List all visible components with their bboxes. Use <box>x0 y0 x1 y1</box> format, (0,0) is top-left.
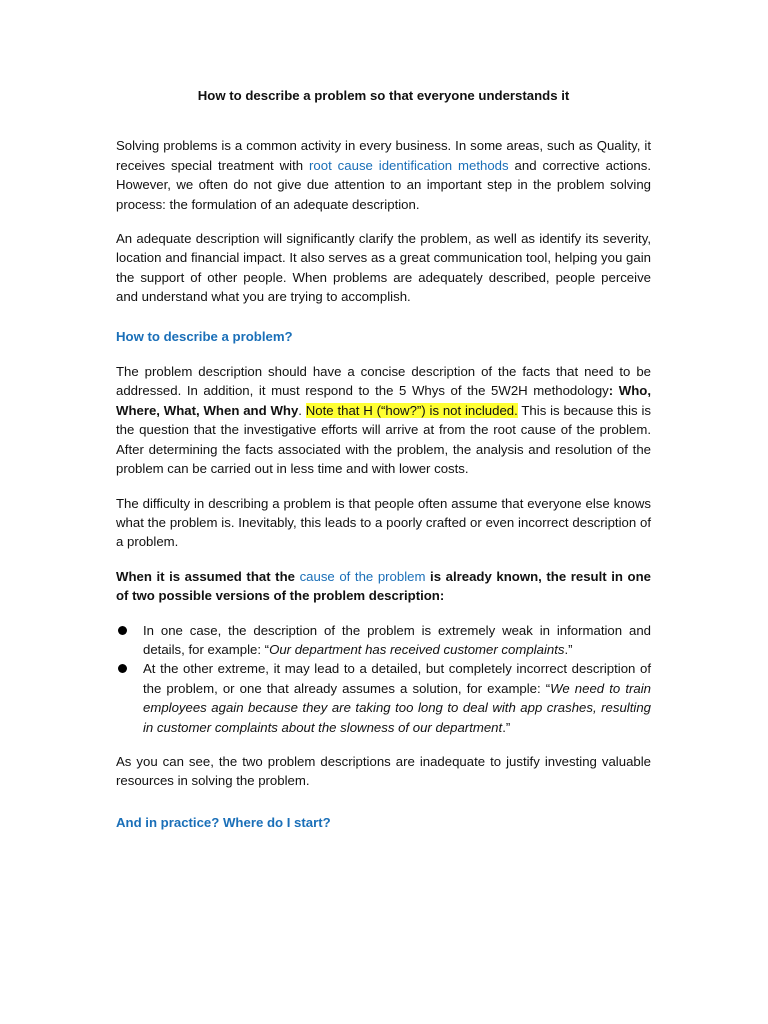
problem-description-start: The problem description should have a concise description of the facts that need to be addressed. In addition, it must respond to the 5 Whys of the 5W2H methodology <box>116 364 651 399</box>
document-title: How to describe a problem so that everyone understands it <box>197 88 570 103</box>
difficulty-paragraph: The difficulty in describing a problem is that people often assume that everyone else knows what the problem is. Inevitably, this leads to a poorly crafted or even incorrect description of a problem. <box>116 495 651 550</box>
root-cause-link[interactable]: root cause identification methods <box>309 157 509 173</box>
assumed-cause-end: is already known, the result in one of two possible versions of the problem description: <box>116 568 651 604</box>
bullet-text-start: At the other extreme, it may lead to a detailed, but completely incorrect description of the problem, or one that already assumes a solution, for example: “ <box>143 661 651 696</box>
conclusion-paragraph: As you can see, the two problem descriptions are inadequate to justify investing valuable resources in solving the problem. <box>116 753 651 789</box>
highlighted-note: Note that H (“how?”) is not included. <box>305 402 518 418</box>
section-heading-how-to-describe: How to describe a problem? <box>116 328 293 344</box>
document-page <box>116 86 651 848</box>
bullet-dot-icon <box>118 664 127 673</box>
bullet-text-end: .” <box>564 641 573 657</box>
assumed-cause-paragraph <box>116 567 651 606</box>
list-item <box>116 659 651 737</box>
bullet-example-quote: We need to train employees again because they are taking too long to deal with app crashes, resulting in customer complaints about the slowness of our department <box>143 680 651 735</box>
cause-of-problem-link[interactable]: cause of the problem <box>299 568 426 584</box>
intro-paragraph <box>116 136 651 214</box>
intro-text-end: and corrective actions. However, we often do not give due attention to an important step in the problem solving process: the formulation of an adequate description. <box>116 157 652 212</box>
bullet-list <box>116 621 651 737</box>
list-item <box>116 621 651 660</box>
bullet-example-quote: Our department has received customer complaints <box>269 641 565 657</box>
bullet-dot-icon <box>118 626 127 635</box>
assumed-cause-start: When it is assumed that the <box>116 568 300 584</box>
problem-description-mid: . <box>298 402 306 418</box>
adequate-description-paragraph: An adequate description will significantly clarify the problem, as well as identify its severity, location and financial impact. It also serves as a great communication tool, helping you gain the support of other people. When problems are adequately described, people perceive and understand what you are trying to accomplish. <box>116 231 651 305</box>
section-heading-in-practice: And in practice? Where do I start? <box>116 814 331 830</box>
problem-description-paragraph <box>116 362 651 478</box>
bullet-text-start: In one case, the description of the problem is extremely weak in information and details, for example: “ <box>143 622 651 657</box>
bullet-text-end: .” <box>502 719 511 735</box>
five-whys-list: : Who, Where, What, When and Why <box>116 383 651 418</box>
intro-text-start: Solving problems is a common activity in every business. In some areas, such as Quality, it receives special treatment with <box>116 138 651 173</box>
problem-description-end: This is because this is the question that the investigative efforts will arrive at from the root cause of the problem. After determining the facts associated with the problem, the analysis and resolution of the problem can be carried out in less time and with lower costs. <box>116 402 651 477</box>
